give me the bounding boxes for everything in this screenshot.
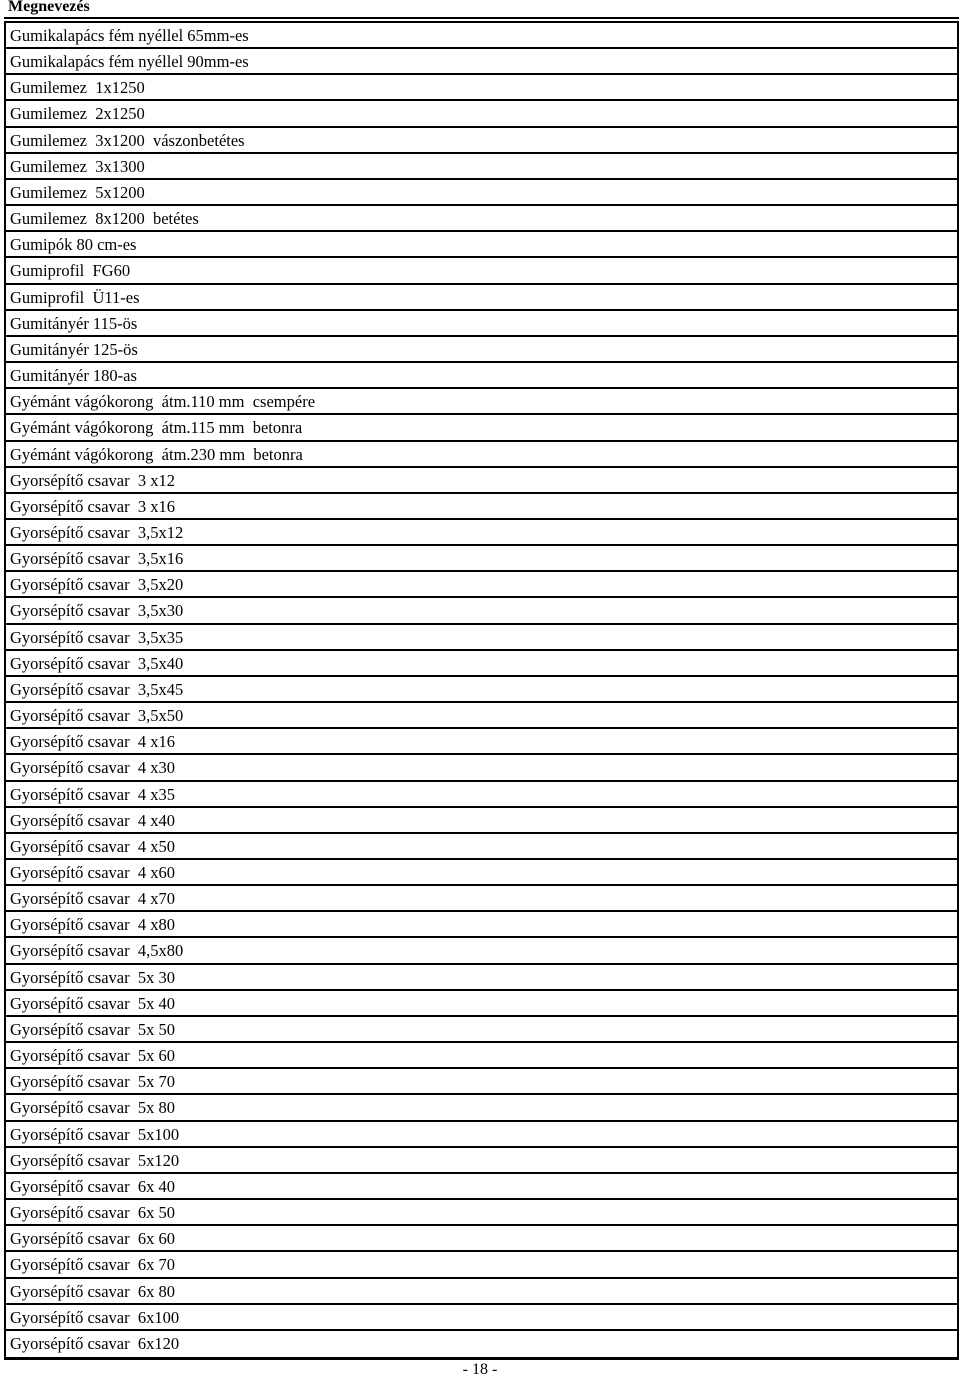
table-row: Gyorsépítő csavar 3,5x12 xyxy=(6,520,957,546)
table-row: Gyémánt vágókorong átm.115 mm betonra xyxy=(6,415,957,441)
table-row: Gyorsépítő csavar 5x 50 xyxy=(6,1017,957,1043)
table-row: Gyorsépítő csavar 4 x80 xyxy=(6,912,957,938)
table-row: Gumilemez 8x1200 betétes xyxy=(6,206,957,232)
table-row: Gyorsépítő csavar 3,5x30 xyxy=(6,598,957,624)
table-row: Gyorsépítő csavar 6x 70 xyxy=(6,1252,957,1278)
table-row: Gumilemez 3x1300 xyxy=(6,154,957,180)
table-row: Gyorsépítő csavar 3 x12 xyxy=(6,468,957,494)
table-row: Gumilemez 1x1250 xyxy=(6,75,957,101)
table-row: Gumitányér 125-ös xyxy=(6,337,957,363)
column-header: Megnevezés xyxy=(8,0,90,15)
table-row: Gyorsépítő csavar 5x 70 xyxy=(6,1069,957,1095)
table-row: Gyorsépítő csavar 4 x70 xyxy=(6,886,957,912)
table-row: Gyorsépítő csavar 4 x50 xyxy=(6,834,957,860)
table-row: Gyorsépítő csavar 6x120 xyxy=(10,1333,180,1353)
table-row: Gyorsépítő csavar 4 x35 xyxy=(6,782,957,808)
table-row: Gyorsépítő csavar 3,5x35 xyxy=(6,625,957,651)
table-row: Gyorsépítő csavar 6x 50 xyxy=(6,1200,957,1226)
table-row: Gyorsépítő csavar 3,5x50 xyxy=(6,703,957,729)
table-row: Gyorsépítő csavar 3 x16 xyxy=(6,494,957,520)
table-row: Gyorsépítő csavar 5x100 xyxy=(6,1122,957,1148)
table-row: Gumitányér 180-as xyxy=(6,363,957,389)
table-row: Gyorsépítő csavar 5x 40 xyxy=(6,991,957,1017)
table-row: Gyorsépítő csavar 4 x40 xyxy=(6,808,957,834)
table-row: Gumikalapács fém nyéllel 90mm-es xyxy=(6,49,957,75)
table-row: Gumipók 80 cm-es xyxy=(6,232,957,258)
table-row: Gyorsépítő csavar 4 x30 xyxy=(6,755,957,781)
table-row: Gyorsépítő csavar 6x 60 xyxy=(6,1226,957,1252)
table-row: Gumitányér 115-ös xyxy=(6,311,957,337)
table-row: Gyorsépítő csavar 4 x16 xyxy=(6,729,957,755)
table-row: Gyorsépítő csavar 6x 40 xyxy=(6,1174,957,1200)
table-row: Gyorsépítő csavar 5x 60 xyxy=(6,1043,957,1069)
header-divider xyxy=(4,17,959,19)
table-row: Gumiprofil FG60 xyxy=(6,258,957,284)
item-table xyxy=(4,21,959,1360)
table-row: Gumilemez 2x1250 xyxy=(6,101,957,127)
table-row: Gumikalapács fém nyéllel 65mm-es xyxy=(6,23,957,49)
table-row: Gyémánt vágókorong átm.110 mm csempére xyxy=(6,389,957,415)
table-row: Gyorsépítő csavar 3,5x45 xyxy=(6,677,957,703)
table-row: Gyorsépítő csavar 3,5x20 xyxy=(6,572,957,598)
table-row: Gyorsépítő csavar 5x 80 xyxy=(6,1095,957,1121)
table-row: Gyorsépítő csavar 3,5x40 xyxy=(6,651,957,677)
table-row: Gyorsépítő csavar 4 x60 xyxy=(6,860,957,886)
table-row: Gumiprofil Ü11-es xyxy=(6,285,957,311)
page-number: - 18 - xyxy=(462,1361,498,1378)
table-row: Gumilemez 3x1200 vászonbetétes xyxy=(6,128,957,154)
table-row: Gyorsépítő csavar 4,5x80 xyxy=(6,938,957,964)
table-row: Gumilemez 5x1200 xyxy=(6,180,957,206)
table-row: Gyorsépítő csavar 3,5x16 xyxy=(6,546,957,572)
table-row: Gyémánt vágókorong átm.230 mm betonra xyxy=(6,442,957,468)
table-row: Gyorsépítő csavar 6x100 xyxy=(6,1305,957,1331)
table-row: Gyorsépítő csavar 5x 30 xyxy=(6,965,957,991)
table-row: Gyorsépítő csavar 5x120 xyxy=(6,1148,957,1174)
table-row: Gyorsépítő csavar 6x 80 xyxy=(6,1279,957,1305)
